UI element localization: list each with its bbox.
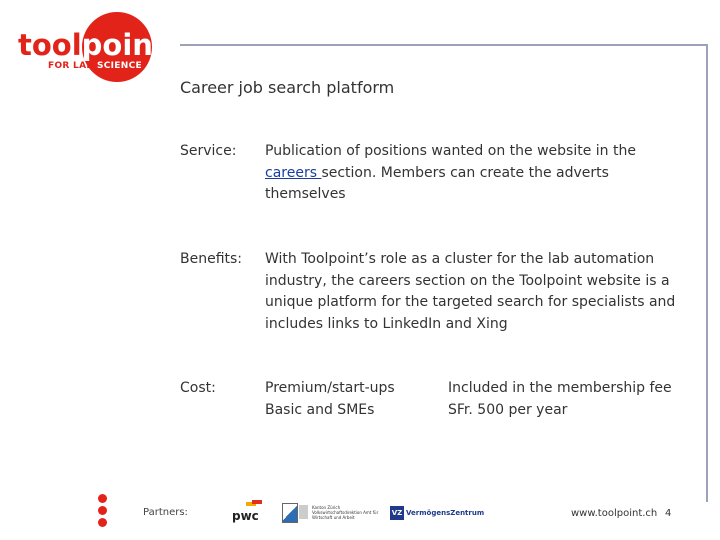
service-text-after: section. Members can create the adverts themselves [265,164,609,202]
cost-prices [448,378,672,421]
decorative-dots [98,494,108,530]
benefits-label: Benefits: [180,251,243,267]
logo-wordmark-dark: tool [18,28,82,62]
crest-icon [282,503,298,523]
vz-logo [390,506,485,522]
logo-tagline-light: SCIENCE [96,61,142,71]
dot-icon [98,518,107,527]
pwc-logo-bar [252,500,262,504]
benefits-text: With Toolpoint’s role as a cluster for the lab automation industry, the careers section on the Toolpoint website is a unique platform for the targeted search for specialists and includes links to LinkedIn and Xing [265,251,676,332]
logo-wordmark [18,28,167,62]
cost-price-premium: Included in the membership fee [448,380,672,396]
dot-icon [98,494,107,503]
crest-icon [299,505,308,519]
page-number: 4 [665,508,672,519]
website-url: www.toolpoint.ch [571,508,658,519]
right-divider [706,44,708,502]
vz-badge: VZ [390,506,404,520]
cost-tier-premium: Premium/start-ups [265,380,395,396]
cost-tier-basic: Basic and SMEs [265,401,375,418]
dot-icon [98,506,107,515]
logo-wordmark-light: point [81,28,167,62]
toolpoint-logo [14,10,167,84]
kanton-zurich-logo [282,502,382,524]
top-divider [180,44,708,46]
service-label: Service: [180,143,237,159]
pwc-logo [232,500,266,524]
pwc-logo-text: pwc [232,509,259,523]
service-text [265,141,685,206]
service-text-before: Publication of positions wanted on the website in the [265,143,636,159]
partners-label: Partners: [143,507,188,518]
vz-logo-text: VermögensZentrum [406,509,485,517]
cost-tiers [265,378,395,421]
cost-label: Cost: [180,380,216,396]
cost-price-basic: SFr. 500 per year [448,401,568,418]
logo-tagline [48,61,142,71]
page-title: Career job search platform [180,78,395,97]
kanton-zurich-text: Kanton Zürich Volkswirtschaftsdirektion Amt für Wirtschaft und Arbeit [312,505,379,520]
careers-link[interactable]: careers [265,164,322,181]
logo-tagline-dark: FOR LAB [48,61,94,71]
